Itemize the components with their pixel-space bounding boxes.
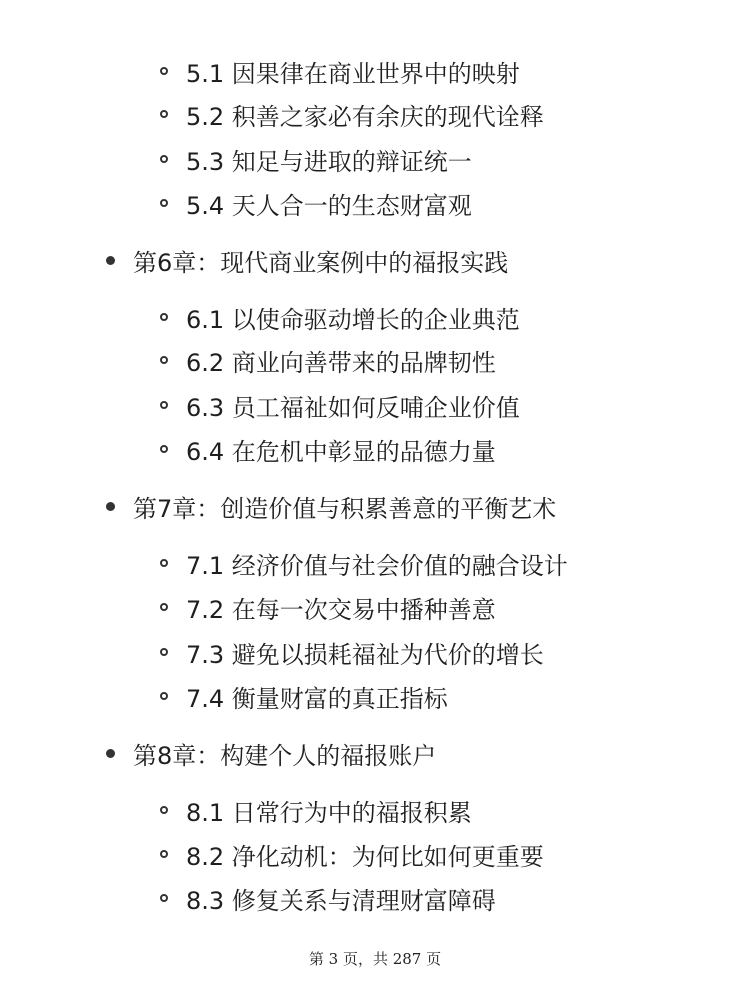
toc-item-7-2[interactable] [160, 587, 496, 627]
hollow-bullet-icon [160, 648, 168, 656]
toc-item-5-2[interactable] [160, 94, 544, 134]
toc-item-label: 5.4 天人合一的生态财富观 [186, 191, 472, 220]
hollow-bullet-icon [160, 692, 168, 700]
toc-item-8-1[interactable] [160, 790, 472, 830]
hollow-bullet-icon [160, 356, 168, 364]
hollow-bullet-icon [160, 603, 168, 611]
toc-chapter-title: 第8章：构建个人的福报账户 [133, 741, 437, 770]
solid-bullet-icon [106, 502, 115, 511]
toc-chapter-7[interactable] [106, 486, 556, 526]
toc-item-label: 5.1 因果律在商业世界中的映射 [186, 59, 520, 88]
toc-item-8-2[interactable] [160, 834, 544, 874]
page-number-label: 第 3 页，共 287 页 [308, 950, 442, 968]
toc-item-label: 7.2 在每一次交易中播种善意 [186, 595, 496, 624]
toc-chapter-8[interactable] [106, 733, 436, 773]
toc-item-label: 7.1 经济价值与社会价值的融合设计 [186, 551, 568, 580]
toc-item-label: 8.3 修复关系与清理财富障碍 [186, 886, 496, 915]
hollow-bullet-icon [160, 199, 168, 207]
toc-item-5-3[interactable] [160, 139, 472, 179]
toc-chapter-title: 第6章：现代商业案例中的福报实践 [133, 248, 509, 277]
hollow-bullet-icon [160, 401, 168, 409]
toc-item-5-4[interactable] [160, 183, 472, 223]
hollow-bullet-icon [160, 110, 168, 118]
hollow-bullet-icon [160, 894, 168, 902]
solid-bullet-icon [106, 749, 115, 758]
hollow-bullet-icon [160, 67, 168, 75]
toc-item-label: 7.3 避免以损耗福祉为代价的增长 [186, 640, 544, 669]
toc-item-label: 8.1 日常行为中的福报积累 [186, 798, 472, 827]
hollow-bullet-icon [160, 806, 168, 814]
toc-item-6-1[interactable] [160, 297, 520, 337]
toc-item-7-1[interactable] [160, 543, 568, 583]
hollow-bullet-icon [160, 850, 168, 858]
toc-item-8-3[interactable] [160, 878, 496, 918]
toc-item-label: 6.4 在危机中彰显的品德力量 [186, 437, 496, 466]
toc-item-7-3[interactable] [160, 632, 544, 672]
toc-item-6-4[interactable] [160, 429, 496, 469]
toc-item-label: 6.3 员工福祉如何反哺企业价值 [186, 393, 520, 422]
hollow-bullet-icon [160, 313, 168, 321]
toc-item-label: 6.2 商业向善带来的品牌韧性 [186, 348, 496, 377]
toc-item-label: 5.2 积善之家必有余庆的现代诠释 [186, 102, 544, 131]
toc-item-7-4[interactable] [160, 676, 448, 716]
toc-item-label: 8.2 净化动机：为何比如何更重要 [186, 842, 544, 871]
page-footer [0, 948, 750, 969]
toc-item-label: 6.1 以使命驱动增长的企业典范 [186, 305, 520, 334]
toc-item-6-3[interactable] [160, 385, 520, 425]
hollow-bullet-icon [160, 559, 168, 567]
toc-chapter-title: 第7章：创造价值与积累善意的平衡艺术 [133, 494, 557, 523]
hollow-bullet-icon [160, 155, 168, 163]
toc-item-label: 5.3 知足与进取的辩证统一 [186, 147, 472, 176]
toc-item-6-2[interactable] [160, 340, 496, 380]
solid-bullet-icon [106, 256, 115, 265]
toc-item-label: 7.4 衡量财富的真正指标 [186, 684, 448, 713]
hollow-bullet-icon [160, 445, 168, 453]
toc-item-5-1[interactable] [160, 51, 520, 91]
toc-chapter-6[interactable] [106, 240, 508, 280]
